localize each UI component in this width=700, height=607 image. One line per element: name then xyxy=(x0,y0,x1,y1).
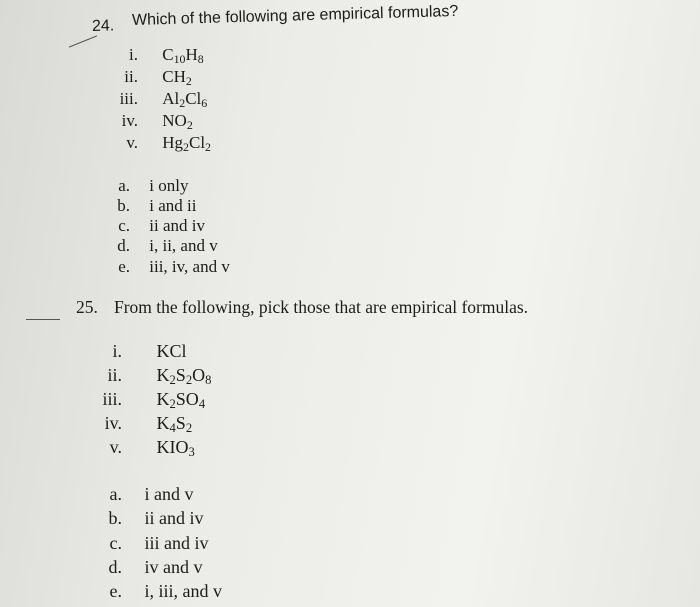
formula-symbol: H xyxy=(185,45,198,64)
formula-subscript: 10 xyxy=(173,51,186,66)
choice-letter: a. xyxy=(109,484,122,504)
answer-blank-25 xyxy=(26,319,60,320)
item-numeral: iv. xyxy=(104,413,122,433)
q25-item xyxy=(88,341,187,362)
formula-symbol: K xyxy=(156,413,170,433)
choice-text: i only xyxy=(149,176,189,195)
item-formula xyxy=(162,67,192,87)
formula-subscript: 4 xyxy=(169,421,176,436)
choice-letter: b. xyxy=(117,196,130,215)
item-numeral: v. xyxy=(126,133,138,152)
question-24-number: 24. xyxy=(91,17,115,35)
formula-symbol: K xyxy=(156,365,170,385)
choice-letter: c. xyxy=(118,216,130,235)
formula-subscript: 2 xyxy=(186,117,193,132)
question-25-number: 25. xyxy=(76,297,98,317)
formula-subscript: 2 xyxy=(169,397,176,412)
formula-symbol: CH xyxy=(162,67,186,86)
q25-choice[interactable] xyxy=(96,484,194,505)
choice-letter: c. xyxy=(109,533,122,553)
formula-symbol: C xyxy=(162,45,174,64)
choice-letter: a. xyxy=(118,176,130,195)
formula-symbol: Cl xyxy=(188,133,206,152)
q24-item xyxy=(104,111,193,131)
formula-symbol: NO xyxy=(162,111,187,130)
answer-blank-24 xyxy=(69,35,97,47)
item-numeral: ii. xyxy=(124,67,138,86)
q24-choice[interactable] xyxy=(104,236,218,256)
item-formula xyxy=(162,133,211,153)
q24-item xyxy=(104,133,211,153)
q24-item xyxy=(104,67,192,87)
formula-symbol: SO xyxy=(175,389,199,409)
choice-text: i, iii, and v xyxy=(144,581,222,601)
formula-symbol: Cl xyxy=(185,89,202,108)
q24-item xyxy=(104,89,207,109)
item-numeral: iv. xyxy=(121,111,138,130)
q24-choice[interactable] xyxy=(104,257,230,277)
item-formula xyxy=(157,365,212,386)
formula-subscript: 2 xyxy=(179,95,186,110)
formula-subscript: 2 xyxy=(185,373,193,388)
q24-choice[interactable] xyxy=(104,216,205,236)
formula-subscript: 8 xyxy=(197,51,204,66)
q25-item xyxy=(88,389,205,410)
choice-letter: e. xyxy=(109,581,122,601)
question-25-prompt: From the following, pick those that are empirical formulas. xyxy=(114,297,529,317)
choice-text: iv and v xyxy=(144,557,203,577)
formula-subscript: 2 xyxy=(183,139,189,154)
item-formula xyxy=(162,45,203,65)
formula-symbol: S xyxy=(175,413,186,433)
formula-subscript: 3 xyxy=(188,445,195,460)
choice-letter: d. xyxy=(117,236,130,255)
formula-symbol: KIO xyxy=(156,437,189,457)
q24-choice[interactable] xyxy=(104,176,188,196)
formula-symbol: Al xyxy=(162,89,180,108)
item-numeral: iii. xyxy=(102,389,122,409)
choice-letter: e. xyxy=(118,257,130,276)
choice-text: ii and iv xyxy=(149,216,205,235)
choice-text: iii and iv xyxy=(144,533,209,553)
q24-choice[interactable] xyxy=(104,196,196,216)
q25-item xyxy=(88,413,192,434)
q25-item xyxy=(88,365,211,386)
q25-choice[interactable] xyxy=(96,533,209,554)
item-formula xyxy=(157,413,193,434)
item-formula xyxy=(157,437,195,458)
formula-symbol: Hg xyxy=(162,133,184,152)
item-formula xyxy=(162,89,207,109)
item-numeral: i. xyxy=(129,45,138,64)
formula-subscript: 2 xyxy=(169,373,176,388)
formula-symbol: K xyxy=(156,389,170,409)
q25-choice[interactable] xyxy=(96,581,222,602)
choice-text: i and v xyxy=(144,484,194,504)
item-formula xyxy=(157,341,187,362)
item-numeral: v. xyxy=(109,437,122,457)
item-formula xyxy=(162,111,193,131)
formula-symbol: KCl xyxy=(156,341,187,361)
formula-subscript: 2 xyxy=(185,421,193,436)
formula-symbol: S xyxy=(175,365,186,385)
choice-letter: d. xyxy=(108,557,122,577)
q24-item xyxy=(104,45,204,65)
formula-subscript: 4 xyxy=(198,397,206,412)
choice-letter: b. xyxy=(108,508,122,528)
item-numeral: ii. xyxy=(107,365,122,385)
formula-subscript: 6 xyxy=(201,95,208,110)
q25-item xyxy=(88,437,195,458)
q25-choice[interactable] xyxy=(96,508,204,529)
item-formula xyxy=(157,389,206,410)
formula-subscript: 8 xyxy=(205,373,212,388)
item-numeral: iii. xyxy=(119,89,138,108)
choice-text: ii and iv xyxy=(144,508,204,528)
question-24-prompt: Which of the following are empirical formulas? xyxy=(131,2,459,29)
choice-text: iii, iv, and v xyxy=(149,257,230,276)
formula-subscript: 2 xyxy=(205,139,211,154)
item-numeral: i. xyxy=(112,341,122,361)
choice-text: i and ii xyxy=(149,196,197,215)
formula-subscript: 2 xyxy=(185,73,192,88)
formula-symbol: O xyxy=(192,365,206,385)
choice-text: i, ii, and v xyxy=(149,236,218,255)
q25-choice[interactable] xyxy=(96,557,203,578)
